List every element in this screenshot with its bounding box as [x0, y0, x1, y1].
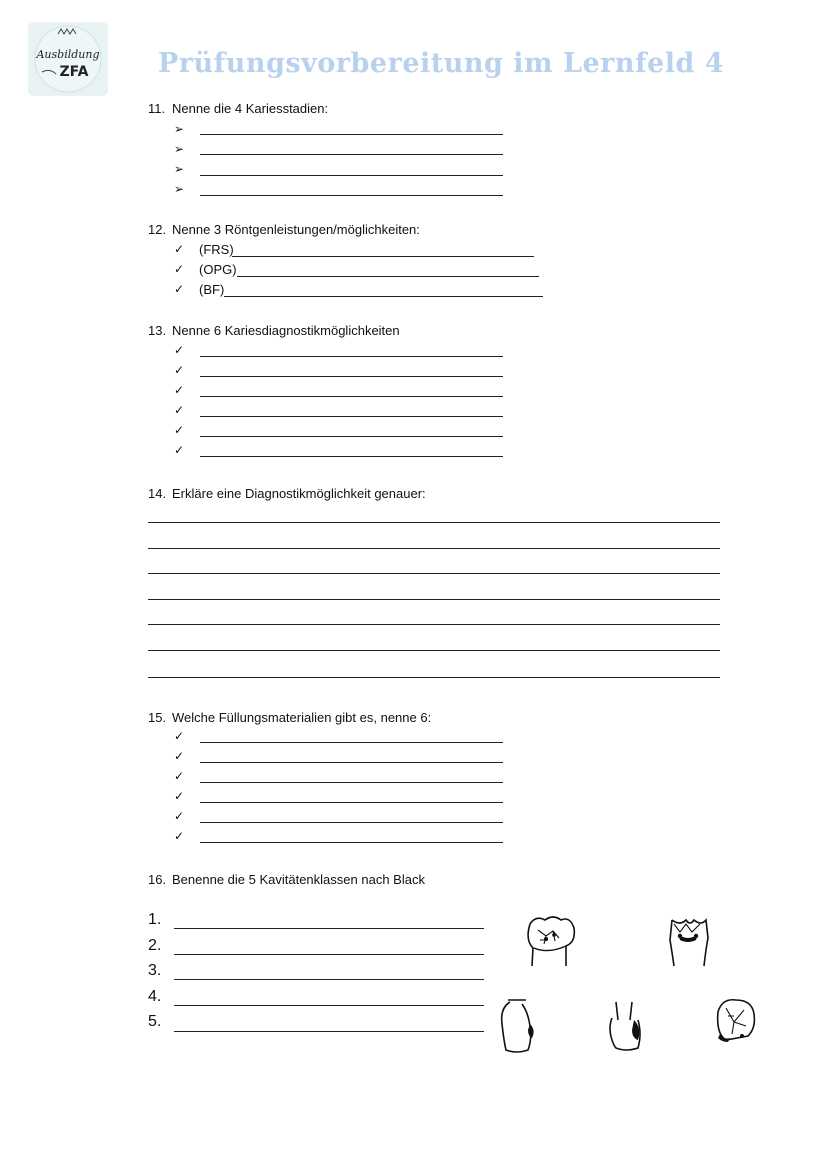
answer-line[interactable] — [200, 154, 503, 155]
answer-line[interactable] — [200, 782, 503, 783]
check-bullet-icon: ✓ — [173, 749, 185, 763]
question-14 — [148, 486, 426, 501]
question-11 — [148, 101, 328, 116]
xray-label-bf: (BF) — [199, 282, 225, 297]
answer-line[interactable] — [148, 677, 720, 678]
answer-line[interactable] — [200, 456, 503, 457]
question-16 — [148, 872, 425, 887]
answer-line[interactable] — [200, 436, 503, 437]
answer-line[interactable] — [200, 195, 503, 196]
answer-line[interactable] — [200, 762, 503, 763]
arrow-bullet-icon: ➢ — [173, 182, 185, 196]
answer-line[interactable] — [200, 356, 503, 357]
question-text: Erkläre eine Diagnostikmöglichkeit genauer: — [172, 486, 426, 501]
check-bullet-icon: ✓ — [173, 383, 185, 397]
answer-line[interactable] — [200, 396, 503, 397]
answer-line[interactable] — [237, 276, 539, 277]
page-title: Prüfungsvorbereitung im Lernfeld 4 — [158, 48, 725, 79]
list-number: 2. — [148, 937, 162, 954]
check-bullet-icon: ✓ — [173, 343, 185, 357]
answer-line[interactable] — [200, 842, 503, 843]
answer-line[interactable] — [200, 175, 503, 176]
answer-line[interactable] — [148, 548, 720, 549]
list-number: 1. — [148, 911, 162, 928]
answer-line[interactable] — [174, 1005, 484, 1006]
question-number: 16. — [148, 872, 167, 887]
logo — [28, 22, 108, 96]
tooth-class-5-icon — [712, 996, 760, 1048]
answer-line[interactable] — [232, 256, 534, 257]
check-bullet-icon: ✓ — [173, 729, 185, 743]
arrow-bullet-icon: ➢ — [173, 122, 185, 136]
logo-badge-icon — [28, 22, 108, 96]
answer-line[interactable] — [148, 650, 720, 651]
answer-line[interactable] — [148, 522, 720, 523]
check-bullet-icon: ✓ — [173, 262, 185, 276]
tooth-class-2-icon — [664, 912, 714, 970]
logo-text-line1: Ausbildung — [36, 48, 100, 61]
xray-label-opg: (OPG) — [199, 262, 237, 277]
answer-line[interactable] — [224, 296, 543, 297]
answer-line[interactable] — [200, 134, 503, 135]
answer-line[interactable] — [200, 822, 503, 823]
answer-line[interactable] — [148, 599, 720, 600]
question-13 — [148, 323, 400, 338]
question-text: Nenne die 4 Kariesstadien: — [172, 101, 329, 116]
answer-line[interactable] — [174, 928, 484, 929]
answer-line[interactable] — [200, 742, 503, 743]
tooth-class-3-icon — [498, 996, 540, 1054]
check-bullet-icon: ✓ — [173, 789, 185, 803]
question-text: Nenne 3 Röntgenleistungen/möglichkeiten: — [172, 222, 420, 237]
question-text: Benenne die 5 Kavitätenklassen nach Black — [172, 872, 425, 887]
list-number: 4. — [148, 988, 162, 1005]
check-bullet-icon: ✓ — [173, 829, 185, 843]
tooth-class-1-icon — [520, 912, 576, 968]
answer-line[interactable] — [148, 573, 720, 574]
question-number: 15. — [148, 710, 167, 725]
check-bullet-icon: ✓ — [173, 403, 185, 417]
answer-line[interactable] — [174, 1031, 484, 1032]
logo-text-line2: ZFA — [59, 64, 89, 80]
answer-line[interactable] — [200, 376, 503, 377]
question-number: 11. — [148, 101, 166, 116]
check-bullet-icon: ✓ — [173, 282, 185, 296]
answer-line[interactable] — [148, 624, 720, 625]
question-number: 13. — [148, 323, 167, 338]
check-bullet-icon: ✓ — [173, 769, 185, 783]
question-text: Welche Füllungsmaterialien gibt es, nenne 6: — [172, 710, 432, 725]
arrow-bullet-icon: ➢ — [173, 162, 185, 176]
list-number: 3. — [148, 962, 162, 979]
check-bullet-icon: ✓ — [173, 443, 185, 457]
answer-line[interactable] — [174, 954, 484, 955]
list-number: 5. — [148, 1013, 162, 1030]
question-15 — [148, 710, 431, 725]
answer-line[interactable] — [200, 416, 503, 417]
check-bullet-icon: ✓ — [173, 363, 185, 377]
tooth-class-4-icon — [604, 996, 646, 1054]
check-bullet-icon: ✓ — [173, 242, 185, 256]
question-number: 12. — [148, 222, 167, 237]
question-text: Nenne 6 Kariesdiagnostikmöglichkeiten — [172, 323, 400, 338]
answer-line[interactable] — [200, 802, 503, 803]
xray-label-frs: (FRS) — [199, 242, 234, 257]
arrow-bullet-icon: ➢ — [173, 142, 185, 156]
check-bullet-icon: ✓ — [173, 809, 185, 823]
answer-line[interactable] — [174, 979, 484, 980]
question-12 — [148, 222, 420, 237]
question-number: 14. — [148, 486, 167, 501]
check-bullet-icon: ✓ — [173, 423, 185, 437]
